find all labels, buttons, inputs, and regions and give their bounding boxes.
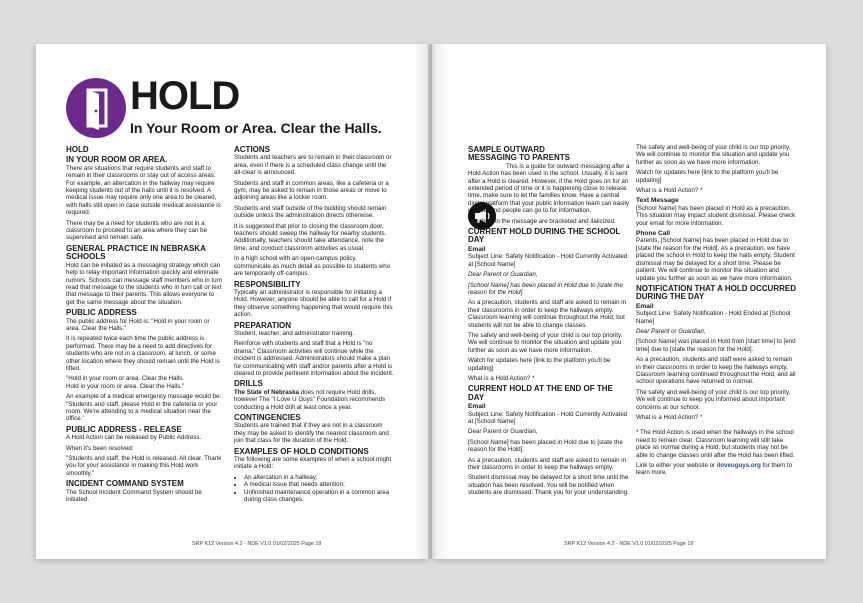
paragraph: [School Name] has been placed in Hold due to [state the reason for the Hold]. (468, 281, 623, 296)
paragraph: "Students and staff, the Hold is released. All clear. Thank you for your assistance in making this Hold work smoothly." (66, 455, 222, 477)
right-page (432, 44, 826, 559)
paragraph: What is a Hold Action? * (468, 374, 535, 382)
paragraph: The following are some examples of when a school might initiate a Hold: (234, 456, 392, 471)
paragraph: Variables in the message are bracketed and italicized. (468, 217, 616, 225)
paragraph: "Hold in your room or area. Clear the Halls. Hold in your room or area. Clear the Halls." (66, 375, 185, 390)
heading-contingencies: CONTINGENCIES (234, 413, 301, 422)
paragraph: Subject Line: Safety Notification - Hold Currently Activated at [School Name] (468, 253, 628, 268)
paragraph: [School Name] has been placed in Hold as a precaution. This situation may impact student dismissal. Please check your email for more information. (636, 204, 796, 227)
heading-public-address: PUBLIC ADDRESS (66, 308, 137, 318)
paragraph: Watch for updates here [link to the platform you'll be updating] (636, 169, 779, 184)
paragraph: The safety and well-being of your child is our top priority. We will continue to keep you informed about important concerns at our school. (636, 388, 791, 411)
heading-incident-command: INCIDENT COMMAND SYSTEM (66, 479, 184, 489)
paragraph: It is suggested that prior to closing the classroom door, teachers should sweep the hallway for nearby students. Additionally, teachers should take attendance, note the time, and conduct classroom activities as usual. (234, 222, 387, 252)
paragraph: It is repeated twice each time the public address is performed. There may be a need to add directives for students who are not in a classroom, at lunch, or some other location where they should remain until the Hold is lifted. (66, 335, 220, 372)
paragraph (234, 389, 394, 411)
paragraph: Watch for updates here [link to the platform you'll be updating] (468, 357, 611, 372)
link-suffix: for them to learn more. (636, 462, 793, 477)
state-name: The State of Nebraska (234, 388, 299, 396)
paragraph: [School Name] was placed in Hold from [start time] to [end time] due to [state the reason for the Hold]. (636, 338, 796, 353)
paragraph: Reinforce with students and staff that a Hold is "no drama." Classroom activities will continue while the incident is addressed. Administrators should make a plan for communicating with staff and/or parents after a Hold is cleared to provide pertinent information about the incident. (234, 340, 394, 377)
paragraph: Students and teachers are to remain in their classroom or area, even if there is a scheduled class change until the all-clear is announced. (234, 154, 392, 177)
paragraph: [School Name] has been placed in Hold due to [state the reason for the Hold]. (468, 438, 623, 454)
heading-preparation: PREPARATION (234, 320, 292, 330)
paragraph: The safety and well-being of your child is our top priority. We will continue to monitor the situation and update you further as soon as we have more information. (636, 144, 791, 166)
heading-examples: EXAMPLES OF HOLD CONDITIONS (234, 446, 369, 456)
heading-email: Email (468, 403, 486, 411)
paragraph: In a high school with an open-campus policy, communicate as much detail as possible to students who are temporarily off-campus. (234, 255, 391, 278)
heading-text-message: Text Message (636, 197, 679, 205)
list-item: • An altercation in a hallway; (244, 474, 394, 481)
paragraph: As a precaution, students and staff are asked to remain in their classrooms in order to keep the hallways empty. (468, 456, 627, 472)
paragraph: When it's been resolved: (66, 444, 134, 452)
paragraph: Typically an administrator is responsible for initiating a Hold. However, anyone should be able to call for a Hold if they observe something happening that would require this action. (234, 288, 393, 319)
left-page (36, 44, 428, 559)
paragraph: Student dismissal may be delayed for a short time until the situation has been resolved. You will be notified when students are dismissed. Thank you for your understanding. (468, 474, 629, 497)
heading-drills: DRILLS (234, 379, 263, 389)
heading-hold: HOLD (66, 145, 89, 154)
page-footer: SRP K12 Version 4.2 - NDE V1.0 01/02/2025 Page 19 (564, 541, 694, 547)
paragraph: Dear Parent or Guardian, (636, 327, 706, 335)
page-title: HOLD (130, 74, 240, 118)
paragraph: Students and staff in common areas, like a cafeteria or a gym, may be asked to remain in those areas or move to adjoining areas like a locker room. (234, 179, 389, 202)
hold-header (66, 76, 396, 146)
heading-email: Email (468, 245, 486, 253)
door-icon (66, 78, 126, 138)
paragraph: A Hold Action can be released by Public Address. (66, 434, 202, 442)
heading-sample-messaging: SAMPLE OUTWARD MESSAGING TO PARENTS (468, 145, 570, 163)
paragraph: There are situations that require students and staff to remain in their classrooms or stay out of access areas. For example, an altercation in the hallway may require keeping students out of the halls until it is resolved. A medical issue may require only one area to be cleared, with halls still open in case outside medical assistance is required. (66, 164, 221, 217)
paragraph: Parents, [School Name] has been placed in Hold due to [state the reason for the Hold]. As a precaution, we have placed the school in Hold to keep the halls empty. Student dismissal may be delayed for a short time. Please be patient. We will continue to monitor the situation and update you further as soon as we have more information. (636, 237, 795, 282)
paragraph: What is a Hold Action? * (636, 414, 703, 421)
right-column-2 (636, 144, 798, 480)
paragraph (636, 462, 798, 477)
paragraph: Dear Parent or Guardian, (468, 428, 538, 436)
examples-list (234, 474, 394, 504)
left-column-2 (234, 144, 394, 506)
paragraph: There may be a need for students who are not in a classroom to proceed to an area where they can be supervised and remain safe. (66, 219, 208, 242)
paragraph: The safety and well-being of your child is our top priority. We will continue to monitor the situation and update you further as soon as we have more information. (468, 331, 623, 354)
paragraph: Subject Line: Safety Notification - Hold Ended at [School Name] (636, 310, 791, 325)
page-subtitle: In Your Room or Area. Clear the Halls. (130, 120, 382, 136)
heading-general-practice: GENERAL PRACTICE IN NEBRASKA SCHOOLS (66, 243, 206, 262)
paragraph: Students and staff outside of the building should remain outside unless the administration directs otherwise. (234, 204, 387, 220)
paragraph: Student, teacher, and administrator training. (234, 329, 355, 337)
page-footer: SRP K12 Version 4.2 - NDE V1.0 01/02/2025 Page 18 (192, 541, 322, 547)
heading-current-hold-end: CURRENT HOLD AT THE END OF THE DAY (468, 384, 613, 402)
paragraph: Hold can be initiated as a messaging strategy which can help to relay important information quickly and eliminate rumors. Schools can message staff members who in turn read that message to the students who in turn call or text that message to their parents. This allows everyone to get the same message about the situation. (66, 261, 223, 306)
website-link[interactable]: iloveuguys.org (716, 462, 761, 470)
paragraph: What is a Hold Action? * (636, 187, 703, 195)
left-column-1 (66, 144, 224, 506)
right-column-1 (468, 144, 630, 500)
paragraph: Dear Parent or Guardian, (468, 271, 538, 279)
paragraph: The School Incident Command System should be initiated. (66, 488, 202, 504)
heading-notification: NOTIFICATION THAT A HOLD OCCURRED DURING THE DAY (636, 283, 796, 302)
heading-public-address-release: PUBLIC ADDRESS - RELEASE (66, 424, 182, 434)
paragraph: An example of a medical emergency message would be: "Students and staff, please Hold in the cafeteria or your room. We're attending to a medical situation near the office." (66, 393, 222, 423)
list-item: • Unfinished maintenance operation in a common area during class changes. (244, 489, 394, 504)
link-prefix: Link to either your website or (636, 462, 717, 470)
paragraph: * The Hold Action is used when the hallways in the school need to remain clear. Classroom learning will still take place as normal during a Hold, but students may not be able to change classes until after the Hold has been lifted. (636, 429, 795, 459)
paragraph: Subject Line: Safety Notification - Hold Currently Activated at [School Name] (468, 410, 628, 425)
heading-email: Email (636, 302, 654, 310)
heading-phone-call: Phone Call (636, 230, 671, 238)
heading-current-hold-day: CURRENT HOLD DURING THE SCHOOL DAY (468, 227, 621, 245)
paragraph: Students are trained that if they are not in a classroom they may be asked to identify the nearest classroom and join that class for the duration of the Hold. (234, 422, 389, 445)
heading-in-your-room: IN YOUR ROOM OR AREA. (66, 155, 168, 165)
heading-responsibility: RESPONSIBILITY (234, 279, 301, 289)
list-item: • A medical issue that needs attention; (244, 481, 394, 488)
paragraph: As a precaution, students and staff were asked to remain in their classrooms in order to keep the hallways empty. Classroom learning continued throughout the Hold, and all school operations have returned to normal. (636, 356, 796, 386)
paragraph: This is a guide for outward messaging after a Hold Action has been used in the school. Usually, it is sent after a Hold is cleared. However, if the Hold goes on for an extended period of time or it is happening close to release time, make sure to let the families know. Have a central digital platform that your public information team can easily update, and people can go to for information. (468, 162, 630, 215)
paragraph: The public address for Hold is: "Hold in your room or area. Clear the Halls." (66, 317, 210, 332)
heading-actions: ACTIONS (234, 145, 270, 154)
drills-text: does not require Hold drills, however The "I Love U Guys" Foundation recommends conducting a Hold drill at least once a year. (234, 388, 386, 411)
paragraph: As a precaution, students and staff are asked to remain in their classrooms in order to keep the hallways empty. Classroom learning will continue throughout the Hold, but students will not be able to change classes. (468, 299, 627, 329)
